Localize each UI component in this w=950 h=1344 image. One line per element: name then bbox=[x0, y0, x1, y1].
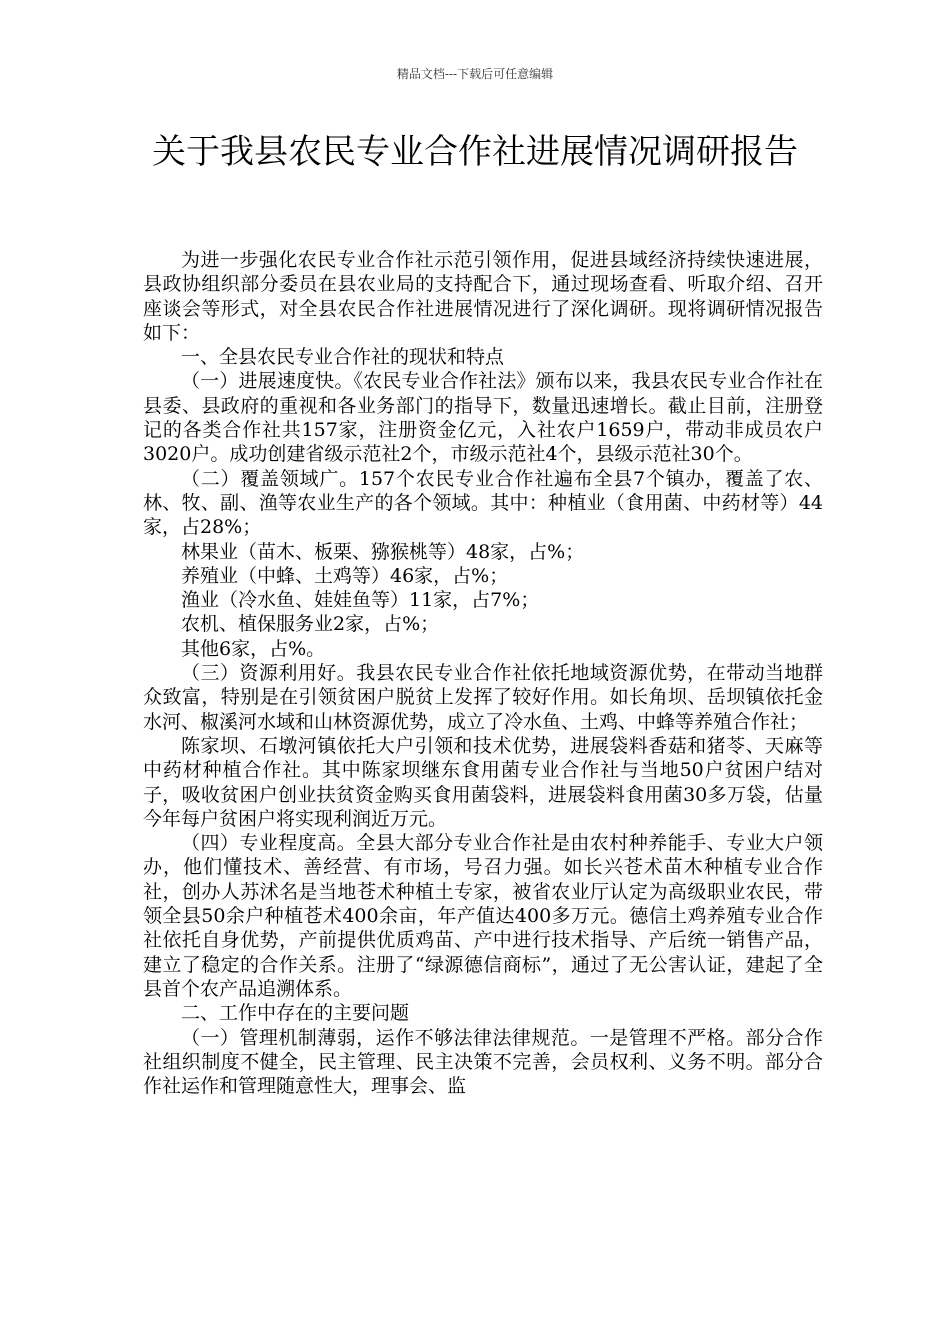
paragraph-management: （一）管理机制薄弱，运作不够法律法律规范。一是管理不严格。部分合作社组织制度不健全，民主管理、民主决策不完善，会员权利、义务不明。部分合作社运作和管理随意性大，理事会、监 bbox=[143, 1026, 823, 1098]
paragraph-resources: （三）资源利用好。我县农民专业合作社依托地域资源优势，在带动当地群众致富，特别是在引领贫困户脱贫上发挥了较好作用。如长角坝、岳坝镇依托金水河、椒溪河水域和山林资源优势，成立了冷水鱼、土鸡、中蜂等养殖合作社； bbox=[143, 662, 823, 733]
paragraph-coverage: （二）覆盖领域广。157个农民专业合作社遍布全县7个镇办，覆盖了农、林、牧、副、渔等农业生产的各个领域。其中：种植业（食用菌、中药材等）44家，占28%； bbox=[143, 467, 823, 539]
list-item-forestry: 林果业（苗木、板栗、猕猴桃等）48家，占%； bbox=[181, 540, 585, 563]
header-note: 精品文档---下载后可任意编辑 bbox=[396, 67, 554, 81]
list-item-breeding: 养殖业（中蜂、土鸡等）46家，占%； bbox=[181, 564, 509, 587]
list-item-machinery: 农机、植保服务业2家，占%； bbox=[181, 613, 440, 636]
list-item-other: 其他6家，占%。 bbox=[181, 637, 326, 660]
section-heading-2: 二、工作中存在的主要问题 bbox=[181, 1002, 410, 1025]
list-item-fishery: 渔业（冷水鱼、娃娃鱼等）11家，占7%； bbox=[181, 589, 540, 612]
document-title: 关于我县农民专业合作社进展情况调研报告 bbox=[152, 132, 798, 172]
paragraph-intro: 为进一步强化农民专业合作社示范引领作用，促进县域经济持续快速进展，县政协组织部分委员在县农业局的支持配合下，通过现场查看、听取介绍、召开座谈会等形式，对全县农民合作社进展情况进行了深化调研。现将调研情况报告如下： bbox=[143, 249, 823, 344]
section-heading-1: 一、全县农民专业合作社的现状和特点 bbox=[181, 346, 505, 369]
document-body bbox=[143, 248, 823, 1098]
paragraph-growth-speed: （一）进展速度快。《农民专业合作社法》颁布以来，我县农民专业合作社在县委、县政府的重视和各业务部门的指导下，数量迅速增长。截止目前，注册登记的各类合作社共157家，注册资金亿元，入社农户1659户，带动非成员农户3020户。成功创建省级示范社2个，市级示范社4个，县级示范社30个。 bbox=[143, 370, 823, 466]
paragraph-chenjiaba: 陈家坝、石墩河镇依托大户引领和技术优势，进展袋料香菇和猪苓、天麻等中药材种植合作社。其中陈家坝继东食用菌专业合作社与当地50户贫困户结对子，吸收贫困户创业扶贫资金购买食用菌袋料，进展袋料食用菌30多万袋，估量今年每户贫困户将实现利润近万元。 bbox=[143, 734, 823, 830]
paragraph-specialization: （四）专业程度高。全县大部分专业合作社是由农村种养能手、专业大户领办，他们懂技术、善经营、有市场，号召力强。如长兴苍术苗木种植专业合作社，创办人苏沭名是当地苍术种植土专家，被省农业厅认定为高级职业农民，带领全县50余户种植苍术400余亩，年产值达400多万元。德信土鸡养殖专业合作社依托自身优势，产前提供优质鸡苗、产中进行技术指导、产后统一销售产品，建立了稳定的合作关系。注册了“绿源德信商标”，通过了无公害认证，建起了全县首个农产品追溯体系。 bbox=[143, 832, 823, 1000]
